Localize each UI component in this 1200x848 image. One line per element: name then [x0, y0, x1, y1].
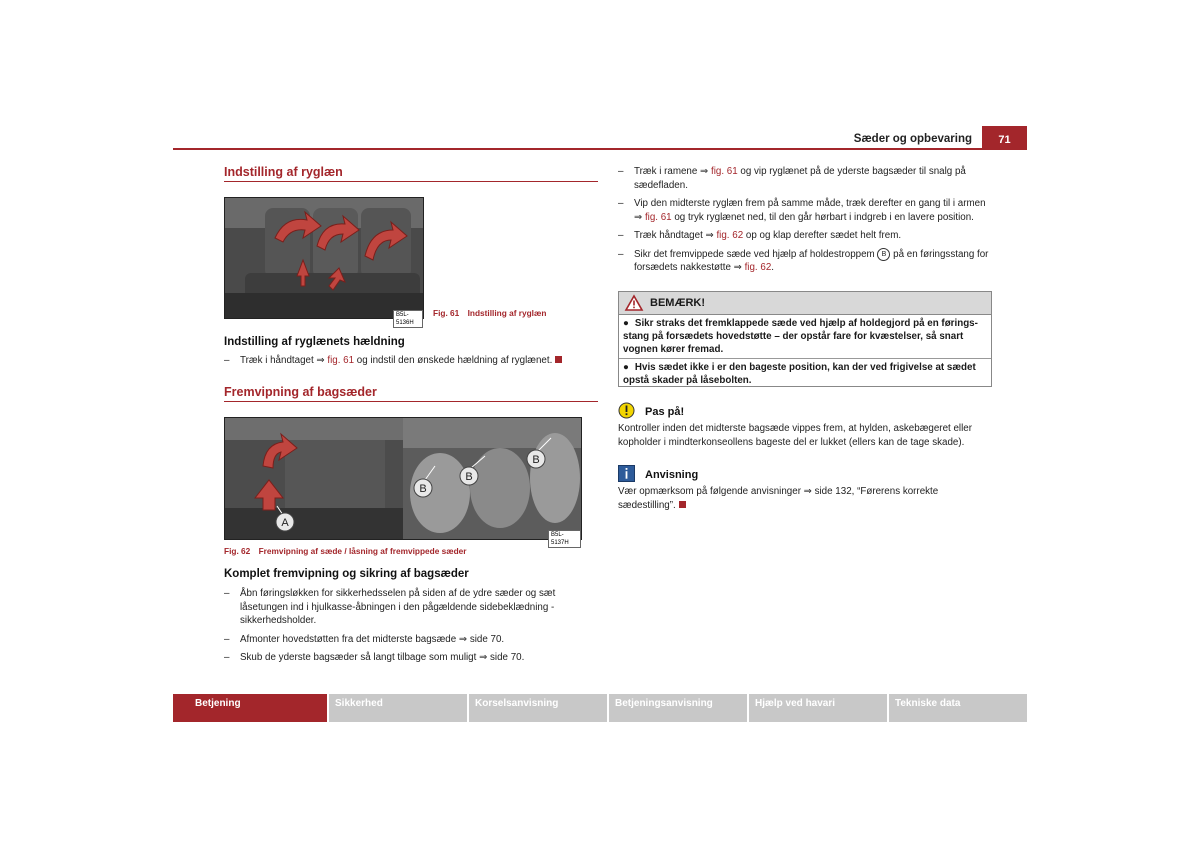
- warning-triangle-icon: [625, 295, 643, 311]
- tab-betjening[interactable]: Betjening: [173, 694, 329, 722]
- info-text: Vær opmærksom på følgende anvisninger ⇒ side 132, “Førerens korrekte sædestilling”.: [618, 486, 939, 511]
- tab-hjaelp-ved-havari[interactable]: Hjælp ved havari: [749, 694, 889, 722]
- callout-b-badge: B: [877, 248, 890, 261]
- rear-seats-illustration: [225, 198, 423, 318]
- fig-62-link[interactable]: fig. 62: [744, 262, 772, 273]
- list-item: – Træk i ramene ⇒ fig. 61 og vip ryglænet på de yderste bagsæder til snalg på sædefladen.: [618, 166, 966, 191]
- end-mark: [679, 501, 686, 508]
- fold-steps-list: [224, 587, 598, 665]
- section-rule: [224, 181, 598, 182]
- tab-tekniske-data[interactable]: Tekniske data: [889, 694, 1027, 722]
- fold-seats-illustration: [225, 418, 581, 539]
- chapter-nav: [173, 694, 1027, 722]
- callout-b-label: B: [532, 454, 540, 466]
- tab-korselsanvisning[interactable]: Korselsanvisning: [469, 694, 609, 722]
- figure-62-caption: [224, 546, 467, 556]
- tab-betjeningsanvisning[interactable]: Betjeningsanvisning: [609, 694, 749, 722]
- list-item: – Åbn føringsløkken for sikkerhedsselen på siden af de ydre sæder og sæt låsetungen ind i hjulkasse-åbningen i den pågældende sidebeklædning - sikkerhedsholder.: [224, 588, 556, 626]
- figure-code: B5L-5137H: [548, 530, 581, 548]
- callout-a-label: A: [281, 517, 289, 529]
- list-item: – Afmonter hovedstøtten fra det midterste bagsæde ⇒ side 70.: [224, 633, 505, 645]
- tab-sikkerhed[interactable]: Sikkerhed: [329, 694, 469, 722]
- fig-61-link[interactable]: fig. 61: [327, 355, 355, 366]
- info-title: Anvisning: [645, 469, 699, 481]
- running-header: Sæder og opbevaring: [853, 133, 972, 145]
- list-item: – Vip den midterste ryglæn frem på samme måde, træk derefter en gang til i armen ⇒ fig. 61 og tryk ryglænet ned, til den går hørbart i indgreb i en lavere position.: [618, 198, 986, 223]
- section-rule: [224, 401, 598, 402]
- list-item: – Træk i håndtaget ⇒ fig. 61 og indstil den ønskede hældning af ryglænet.: [224, 354, 614, 368]
- section-title-backrest: Indstilling af ryglæn: [224, 165, 343, 179]
- figure-label: Fig. 62: [224, 546, 251, 556]
- figure-61-image: [224, 197, 424, 326]
- figure-62-image: [224, 417, 582, 546]
- subheading-recline: Indstilling af ryglænets hældning: [224, 336, 405, 348]
- figure-label: Fig. 61: [433, 308, 460, 318]
- fig-62-link[interactable]: fig. 62: [716, 230, 744, 241]
- figure-61-caption: [433, 308, 546, 318]
- figure-caption-text: Indstilling af ryglæn: [467, 308, 547, 318]
- caution-icon: [618, 402, 635, 419]
- list-item: – Træk håndtaget ⇒ fig. 62 op og klap derefter sædet helt frem.: [618, 230, 902, 241]
- fig-61-link[interactable]: fig. 61: [710, 166, 738, 177]
- section-title-fold-forward: Fremvipning af bagsæder: [224, 385, 377, 399]
- caution-text: Kontroller inden det midterste bagsæde vippes frem, at hylden, askebægeret eller kopholder i mindterkonseollens bageste del er lukket (ellers kan de tage skade).: [618, 423, 972, 448]
- warning-title: BEMÆRK!: [650, 297, 705, 309]
- callout-b-label: B: [465, 471, 473, 483]
- subheading-complete-fold: Komplet fremvipning og sikring af bagsæder: [224, 568, 469, 580]
- figure-code: B5L-5136H: [393, 310, 423, 328]
- list-item: – Sikr det fremvippede sæde ved hjælp af holdestroppem B på en føringsstang for forsædets nakkestøtte ⇒ fig. 62.: [618, 248, 989, 273]
- right-steps-list: [618, 165, 994, 275]
- list-item: – Skub de yderste bagsæder så langt tilbage som muligt ⇒ side 70.: [224, 652, 525, 663]
- warning-box: [618, 291, 992, 387]
- fig-61-link[interactable]: fig. 61: [644, 211, 672, 223]
- warning-header: [619, 292, 991, 315]
- figure-caption-text: Fremvipning af sæde / låsning af fremvippede sæder: [258, 546, 467, 556]
- page-number: 71: [982, 126, 1027, 148]
- warning-item: ● Sikr straks det fremklappede sæde ved hjælp af holdegjord på en føringsstang på forsædets hovedstøtte – der opstår fare for kvæstelser, så snart vognen kører fremad.: [619, 315, 991, 359]
- end-mark: [555, 356, 562, 363]
- caution-title: Pas på!: [645, 406, 685, 418]
- info-icon: [618, 465, 635, 482]
- header-rule: [173, 148, 1027, 150]
- warning-item: ● Hvis sædet ikke i er den bageste position, kan der ved frigivelse at sædet opstå skader på låsebolten.: [623, 362, 976, 386]
- callout-b-label: B: [419, 483, 427, 495]
